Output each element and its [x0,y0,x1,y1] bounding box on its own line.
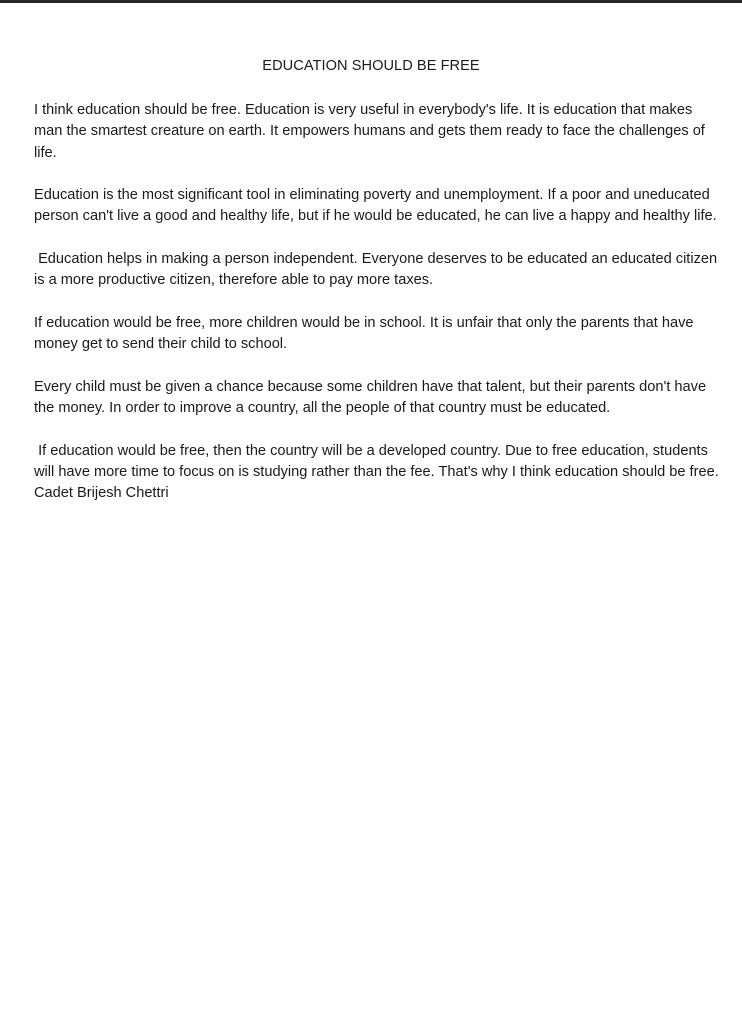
paragraph-3: Education helps in making a person independent. Everyone deserves to be educated an educated citizen is a more productive citizen, therefore able to pay more taxes. [34,251,722,289]
paragraph-5: Every child must be given a chance because some children have that talent, but their parents don't have the money. In order to improve a country, all the people of that country must be educated. [34,378,711,417]
document-page [34,56,724,505]
paragraph-2: Education is the most significant tool in eliminating poverty and unemployment. If a poor and uneducated person can't live a good and healthy life, but if he would be educated, he can live a happy and healthy life. [34,187,717,225]
paragraph-6: If education would be free, then the country will be a developed country. Due to free education, students will have more time to focus on is studying rather than the fee. That's why I think education should be free. [34,442,719,481]
top-bar [0,0,742,3]
document-title: EDUCATION SHOULD BE FREE [262,58,480,74]
paragraph-1: I think education should be free. Education is very useful in everybody's life. It is education that makes man the smartest creature on earth. It empowers humans and gets them ready to face the challenges of life. [34,102,709,161]
paragraph-4: If education would be free, more children would be in school. It is unfair that only the parents that have money get to send their child to school. [34,314,698,353]
author-signature: Cadet Brijesh Chettri [34,485,169,502]
